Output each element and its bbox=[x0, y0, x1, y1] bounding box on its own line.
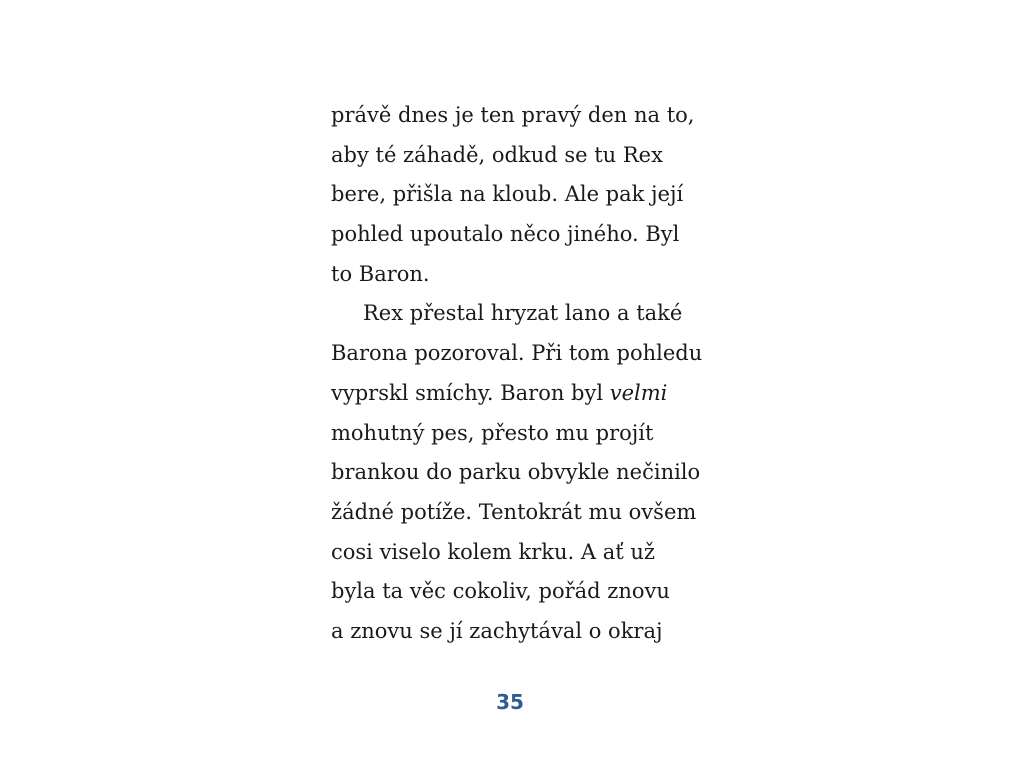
text-line-12: cosi viselo kolem krku. A ať už bbox=[331, 539, 655, 564]
text-line-10: brankou do parku obvykle nečinilo bbox=[331, 460, 701, 485]
body-text bbox=[331, 96, 711, 652]
text-line-2: aby té záhadě, odkud se tu Rex bbox=[331, 142, 663, 167]
text-line-13: byla ta věc cokoliv, pořád znovu bbox=[331, 579, 670, 604]
text-line-11: žádné potíže. Tentokrát mu ovšem bbox=[331, 499, 697, 524]
text-line-6: Rex přestal hryzat lano a také bbox=[363, 301, 683, 326]
text-line-1: právě dnes je ten pravý den na to, bbox=[331, 103, 695, 127]
text-line-8-start: vyprskl smíchy. Baron byl bbox=[331, 380, 610, 405]
text-line-8 bbox=[331, 374, 711, 414]
text-line-3: bere, přišla na kloub. Ale pak její bbox=[331, 182, 684, 207]
text-line-7: Barona pozoroval. Při tom pohledu bbox=[331, 341, 703, 366]
page-number: 35 bbox=[496, 690, 524, 714]
text-line-4: pohled upoutalo něco jiného. Byl bbox=[331, 222, 680, 247]
text-line-5: to Baron. bbox=[331, 261, 430, 286]
emphasized-word: velmi bbox=[609, 380, 668, 405]
text-line-14: a znovu se jí zachytával o okraj bbox=[331, 618, 663, 643]
text-line-9: mohutný pes, přesto mu projít bbox=[331, 420, 654, 445]
